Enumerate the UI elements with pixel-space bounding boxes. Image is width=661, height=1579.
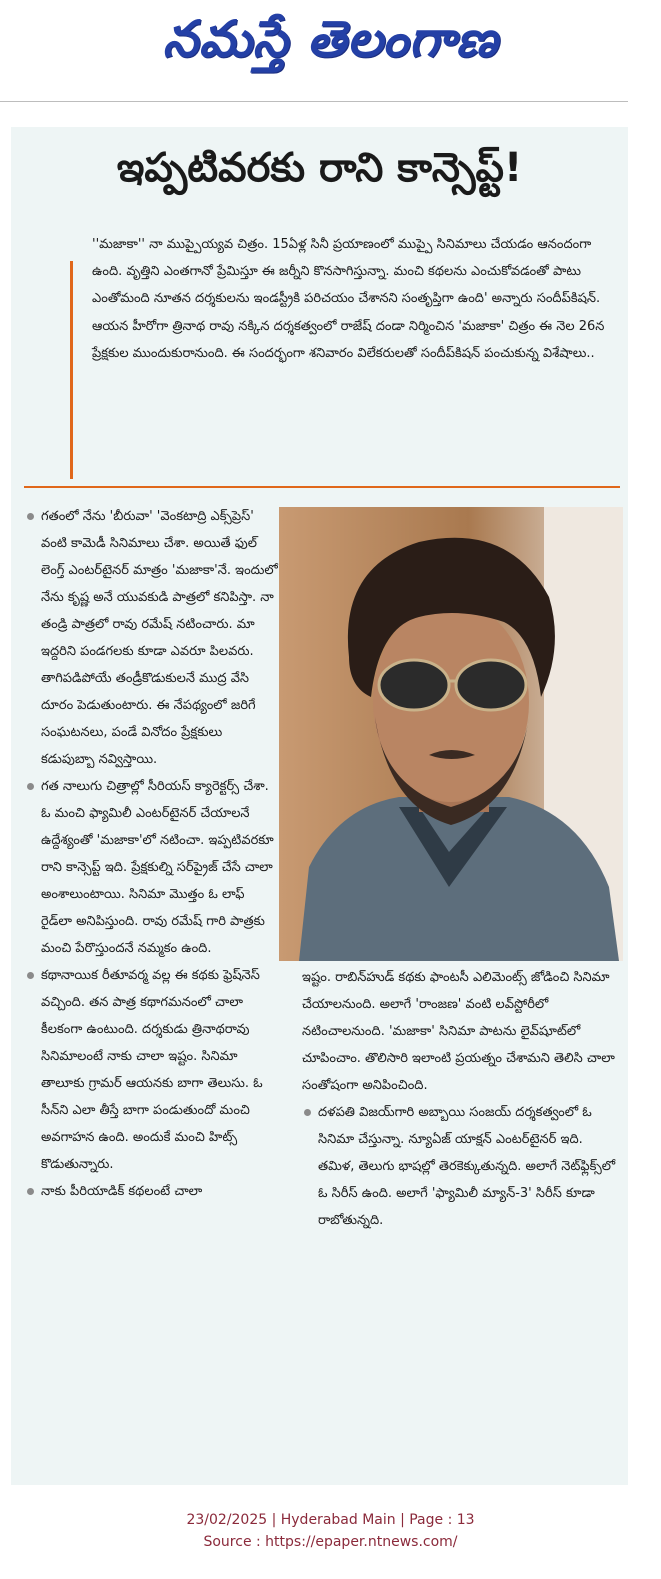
paragraph-text: ఇష్టం. రాబిన్‌హుడ్ కథకు ఫాంటసీ ఎలిమెంట్స్ జోడించి సినిమా చేయాలనుంది. అలాగే 'రాంజణ' వంటి లవ్‌స్టోరీలో నటించాలనుంది. 'మజాకా' సినిమా పాటను లైవ్‌షూట్‌లో చూపించాం. తొలిసారి ఇలాంటి ప్రయత్నం చేశామని తెలిసి చాలా సంతోషంగా అనిపించింది. [302, 970, 615, 1093]
paragraph-text: నాకు పీరియాడిక్ కథలంటే చాలా [41, 1184, 203, 1199]
source-link[interactable]: Source : https://epaper.ntnews.com/ [203, 1534, 458, 1550]
paragraph-text: దళపతి విజయ్‌గారి అబ్బాయి సంజయ్ దర్శకత్వంలో ఓ సినిమా చేస్తున్నా. న్యూఏజ్ యాక్షన్ ఎంటర్‌టైనర్ ఇది. తమిళ, తెలుగు భాషల్లో తెరకెక్కుతున్నది. అలాగే నెట్‌ఫ్లిక్స్‌లో ఓ సిరీస్ ఉంది. అలాగే 'ఫ్యామిలీ మ్యాన్-3' సిరీస్ కూడా రాబోతున్నది. [318, 1105, 616, 1228]
list-item [25, 962, 278, 1178]
bullet-icon [304, 1109, 311, 1116]
article-column-left [25, 503, 278, 1205]
paragraph-text: కథానాయిక రీతూవర్మ వల్ల ఈ కథకు ఫ్రెష్‌నెస్ వచ్చింది. తన పాత్ర కథాగమనంలో చాలా కీలకంగా ఉంటుంది. దర్శకుడు త్రినాథరావు సినిమాలంటే నాకు చాలా ఇష్టం. సినిమా తాలూకు గ్రామర్ ఆయనకు బాగా తెలుసు. ఓ సీన్‌ని ఎలా తీస్తే బాగా పండుతుందో మంచి అవగాహన ఉంది. అందుకే మంచి హిట్స్ కొడుతున్నారు. [41, 968, 263, 1172]
article-column-right [302, 964, 620, 1234]
bullet-icon [27, 513, 34, 520]
paragraph-text: గత నాలుగు చిత్రాల్లో సీరియస్ క్యారెక్టర్స్ చేశా. ఓ మంచి ఫ్యామిలీ ఎంటర్‌టైనర్ చేయాలనే ఉద్దేశ్యంతో 'మజాకా'లో నటించా. ఇప్పటివరకూ రాని కాన్సెప్ట్ ఇది. ప్రేక్షకుల్ని సర్‌ప్రైజ్ చేసే చాలా అంశాలుంటాయి. సినిమా మొత్తం ఓ లాఫ్ రైడ్‌లా అనిపిస్తుంది. రావు రమేష్ గారి పాత్రకు మంచి పేరొస్తుందనే నమ్మకం ఉంది. [41, 779, 274, 956]
masthead [0, 6, 661, 86]
list-item [25, 503, 278, 773]
bullet-icon [27, 783, 34, 790]
article-panel [11, 127, 628, 1485]
paragraph-continuation [302, 964, 620, 1099]
actor-photo [279, 507, 623, 961]
article-intro: ''మజాకా'' నా ముప్పైయ్యవ చిత్రం. 15ఏళ్ల సినీ ప్రయాణంలో ముప్పై సినిమాలు చేయడం ఆనందంగా ఉంది. వృత్తిని ఎంతగానో ప్రేమిస్తూ ఈ జర్నీని కొనసాగిస్తున్నా. మంచి కథలను ఎంచుకోవడంతో పాటు ఎంతోమంది నూతన దర్శకులను ఇండస్ట్రీకి పరిచయం చేశానని సంతృప్తిగా ఉంది' అన్నారు సందీప్‌కిషన్. ఆయన హీరోగా త్రినాథ రావు నక్కిన దర్శకత్వంలో రాజేష్ దండా నిర్మించిన 'మజాకా' చిత్రం ఈ నెల 26న ప్రేక్షకుల ముందుకురానుంది. ఈ సందర్భంగా శనివారం విలేకరులతో సందీప్‌కిషన్ పంచుకున్న విశేషాలు.. [92, 237, 605, 361]
newspaper-logo: నమస్తే తెలంగాణ [162, 10, 499, 68]
list-item [25, 1178, 278, 1205]
paragraph-text: గతంలో నేను 'బీరువా' 'వెంకటాద్రి ఎక్స్‌ప్రెస్' వంటి కామెడీ సినిమాలు చేశా. అయితే ఫుల్ లెంగ్త్ ఎంటర్‌టైనర్ మాత్రం 'మజాకా'నే. ఇందులో నేను కృష్ణ అనే యువకుడి పాత్రలో కనిపిస్తా. నా తండ్రి పాత్రలో రావు రమేష్ నటించారు. మా ఇద్దరిని పండగలకు కూడా ఎవరూ పిలవరు. తాగిపడిపోయే తండ్రీకొడుకులనే ముద్ర వేసి దూరం పెడుతుంటారు. ఈ నేపథ్యంలో జరిగే సంఘటనలు, పండే వినోదం ప్రేక్షకులు కడుపుబ్బా నవ్విస్తాయి. [41, 509, 278, 767]
masthead-divider [0, 101, 628, 102]
list-item [302, 1099, 620, 1234]
bullet-icon [27, 972, 34, 979]
intro-accent-bar [70, 261, 73, 479]
intro-divider [24, 486, 620, 488]
page-footer [0, 1509, 661, 1553]
portrait-illustration [279, 507, 623, 961]
list-item [25, 773, 278, 962]
article-headline: ఇప్పటివరకు రాని కాన్సెప్ట్! [116, 145, 523, 191]
bullet-icon [27, 1188, 34, 1195]
edition-info: 23/02/2025 | Hyderabad Main | Page : 13 [186, 1512, 475, 1528]
